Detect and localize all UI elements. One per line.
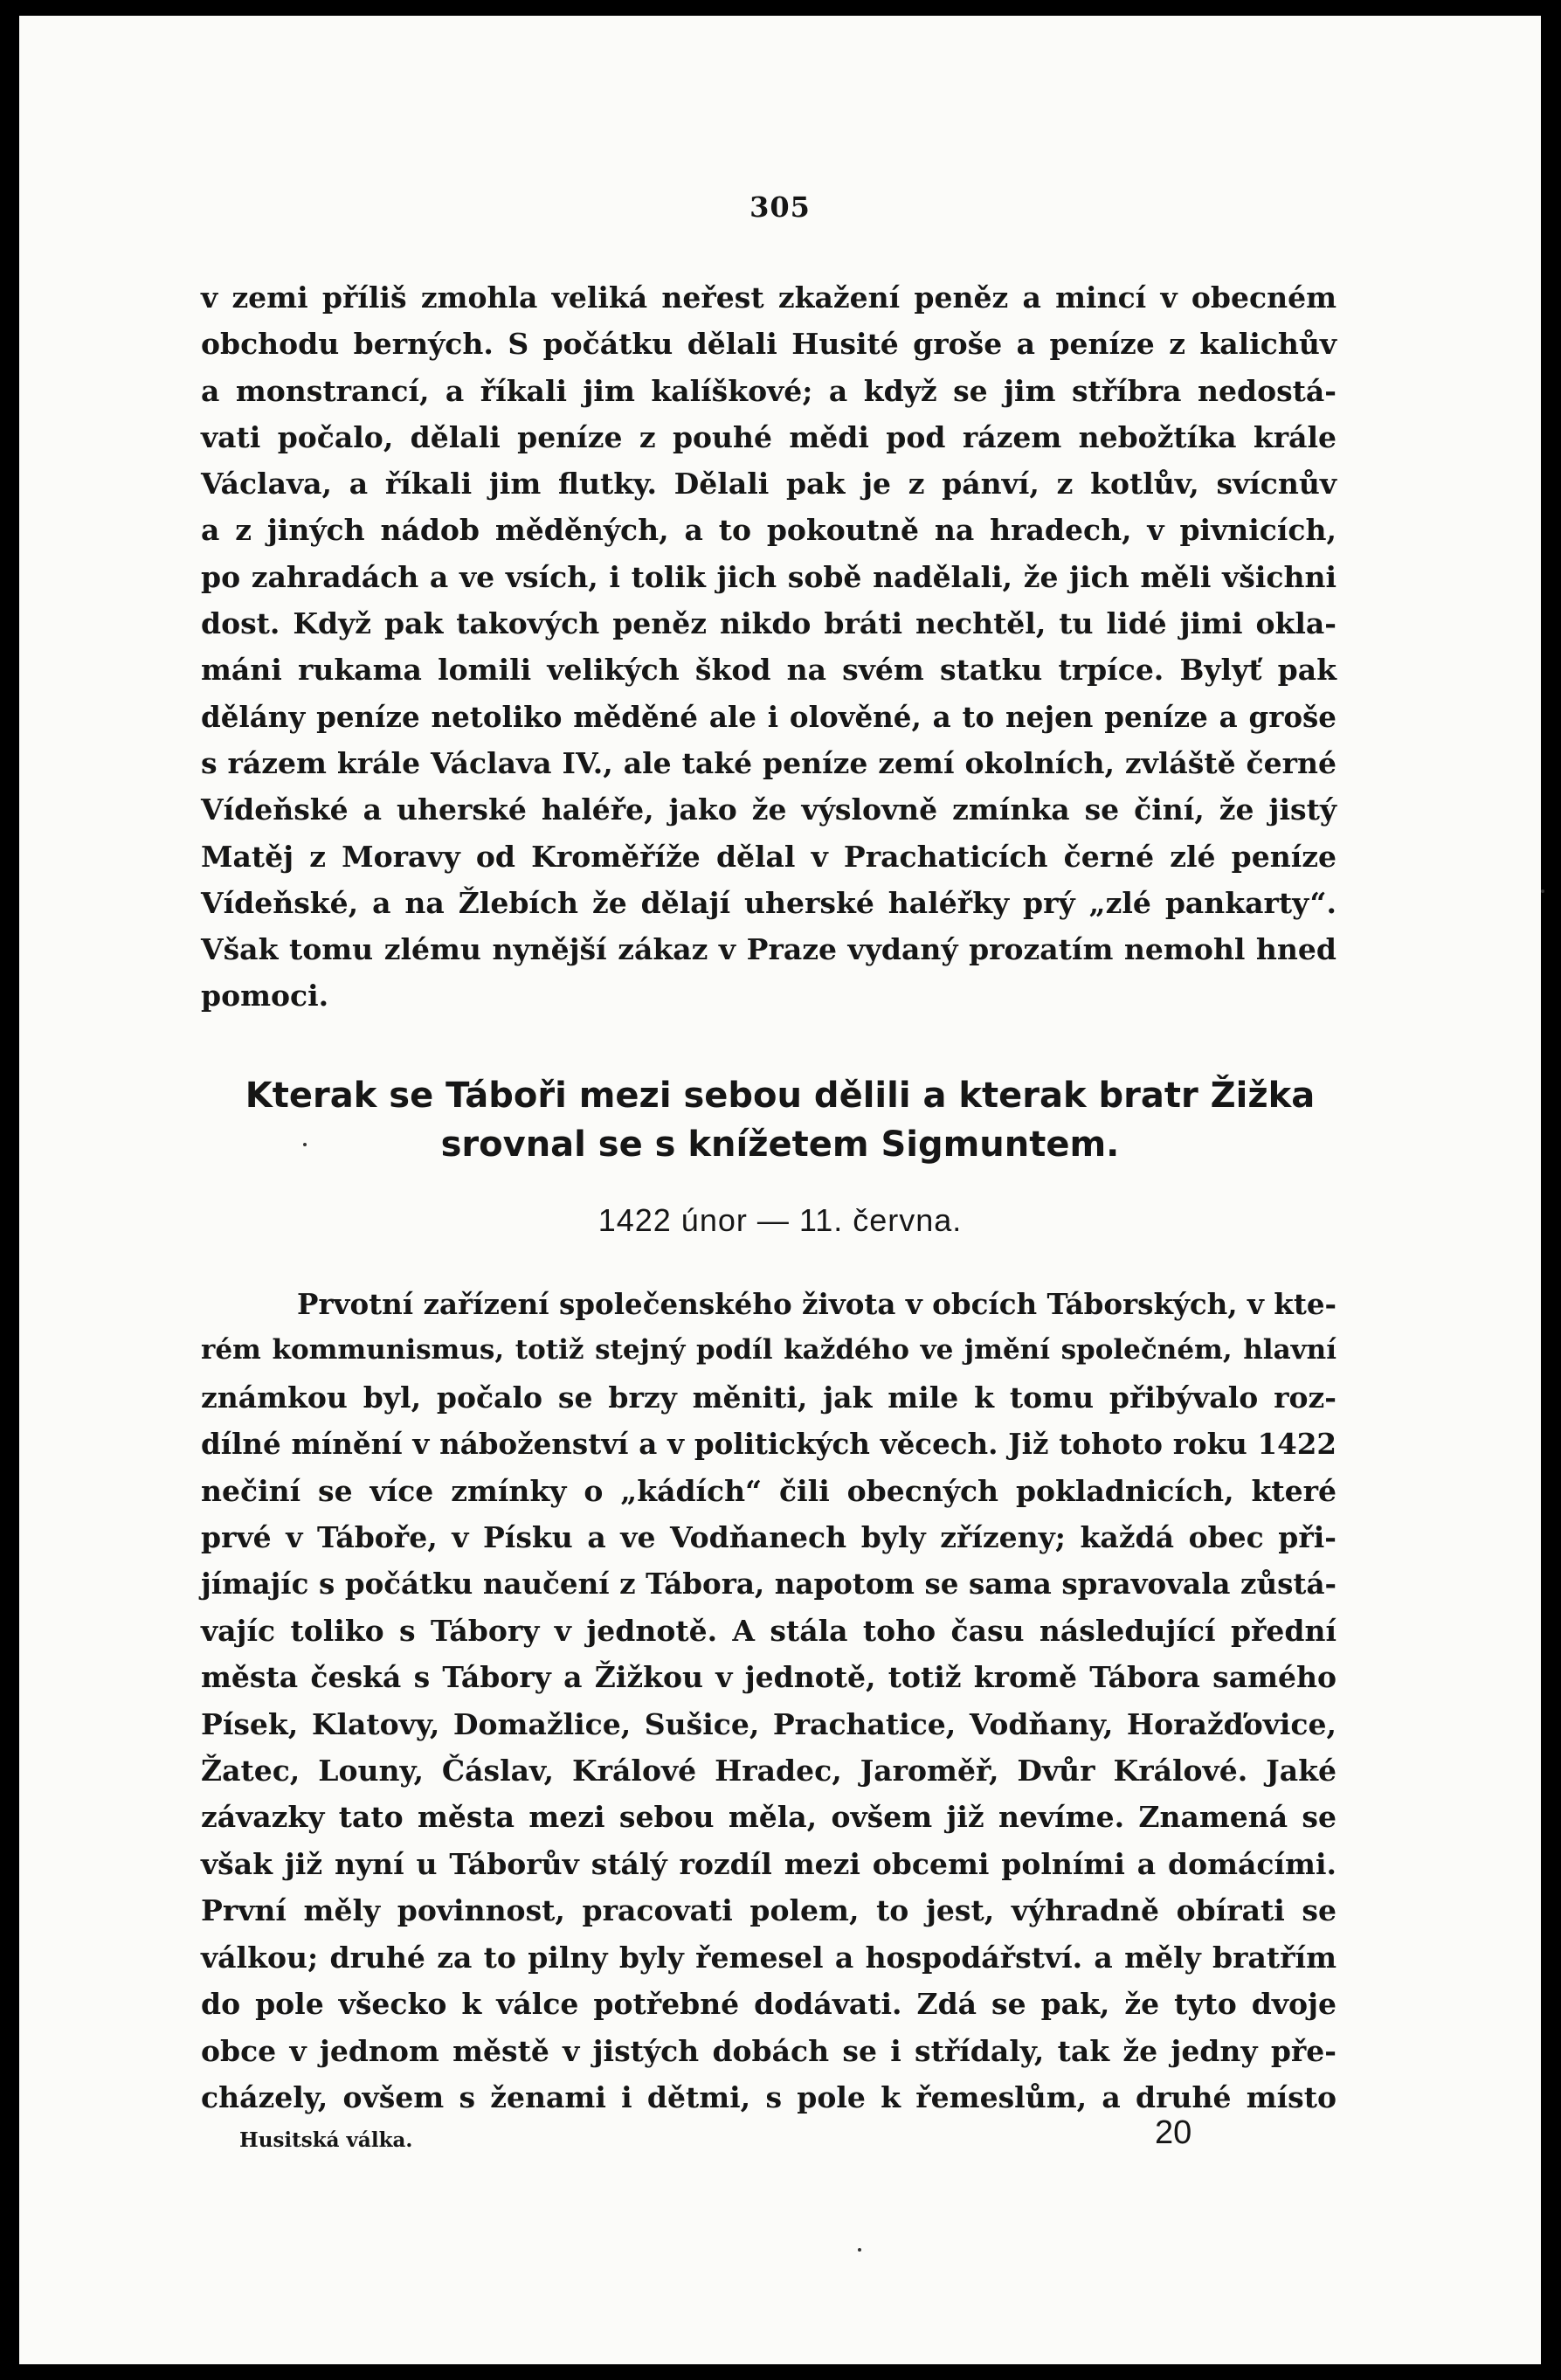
text-line: Václava, a říkali jim flutky. Dělali pak je z pánví, z kotlův, svícnův xyxy=(201,467,1337,502)
text-line: a z jiných nádob měděných, a to pokoutně na hradech, v pivnicích, xyxy=(201,513,1337,548)
text-line: rém kommunismus, totiž stejný podíl každého ve jmění společném, hlavní xyxy=(201,1334,1337,1366)
text-line: vajíc toliko s Tábory v jednotě. A stála toho času následující přední xyxy=(201,1613,1337,1648)
text-line: Žatec, Louny, Čáslav, Králové Hradec, Jaroměř, Dvůr Králové. Jaké xyxy=(201,1754,1337,1788)
text-line: Vídeňské, a na Žlebích že dělají uherské haléřky prý „zlé pankarty“. xyxy=(201,885,1337,920)
chapter-heading-line: Kterak se Táboři mezi sebou dělili a kterak bratr Žižka xyxy=(245,1076,1316,1116)
text-line: cházely, ovšem s ženami i dětmi, s pole k řemeslům, a druhé místo xyxy=(201,2079,1337,2114)
text-line: máni rukama lomili velikých škod na svém statku trpíce. Bylyť pak xyxy=(201,653,1337,688)
text-line: Matěj z Moravy od Kroměříže dělal v Prachaticích černé zlé peníze xyxy=(201,839,1337,874)
chapter-date: 1422 únor — 11. června. xyxy=(597,1202,963,1238)
text-line: Prvotní zařízení společenského života v obcích Táborských, v kte- xyxy=(297,1287,1337,1321)
footer-signature-mark: 20 xyxy=(1155,2114,1192,2151)
text-line: závazky tato města mezi sebou měla, ovšem již nevíme. Znamená se xyxy=(201,1800,1337,1835)
text-line: dost. Když pak takových peněz nikdo bráti nechtěl, tu lidé jimi okla- xyxy=(201,606,1337,641)
text-line: a monstrancí, a říkali jim kalíškové; a když se jim stříbra nedostá- xyxy=(201,373,1337,408)
text-line: dělány peníze netoliko měděné ale i olověné, a to nejen peníze a groše xyxy=(201,699,1337,734)
page-number: 305 xyxy=(749,190,811,224)
text-line: obchodu berných. S počátku dělali Husité groše a peníze z kalichův xyxy=(201,327,1337,362)
text-line: válkou; druhé za to pilny byly řemesel a hospodářství. a měly bratřím xyxy=(201,1940,1337,1975)
text-line: vati počalo, dělali peníze z pouhé mědi pod rázem nebožtíka krále xyxy=(201,419,1337,454)
text-line: Vídeňské a uherské haléře, jako že výslovně zmínka se činí, že jistý xyxy=(201,792,1337,827)
text-line: známkou byl, počalo se brzy měniti, jak mile k tomu přibývalo roz- xyxy=(201,1380,1337,1415)
scan-speck xyxy=(303,1143,307,1146)
footer-book-title: Husitská válka. xyxy=(239,2128,413,2152)
text-line: po zahradách a ve vsích, i tolik jich sobě nadělali, že jich měli všichni xyxy=(201,559,1337,594)
text-line: jímajíc s počátku naučení z Tábora, napotom se sama spravovala zůstá- xyxy=(201,1567,1337,1602)
text-line: dílné mínění v náboženství a v politických věcech. Již tohoto roku 1422 xyxy=(201,1427,1337,1462)
text-line: města česká s Tábory a Žižkou v jednotě, totiž kromě Tábora samého xyxy=(201,1660,1337,1695)
paragraph-coins xyxy=(201,274,1337,1020)
text-line: Však tomu zlému nynější zákaz v Praze vydaný prozatím nemohl hned xyxy=(201,932,1337,967)
text-line: prvé v Táboře, v Písku a ve Vodňanech byly zřízeny; každá obec při- xyxy=(201,1520,1337,1555)
paragraph-taborites xyxy=(201,1281,1337,2121)
text-line: obce v jednom městě v jistých dobách se i střídaly, tak že jedny pře- xyxy=(201,2033,1337,2068)
chapter-heading-line: srovnal se s knížetem Sigmuntem. xyxy=(440,1124,1120,1165)
book-page xyxy=(19,16,1541,2364)
text-line: s rázem krále Václava IV., ale také peníze zemí okolních, zvláště černé xyxy=(201,745,1337,780)
scan-speck xyxy=(1541,889,1544,893)
text-line: však již nyní u Táborův stálý rozdíl mezi obcemi polními a domácími. xyxy=(201,1846,1337,1881)
text-line: Písek, Klatovy, Domažlice, Sušice, Prachatice, Vodňany, Horažďovice, xyxy=(201,1706,1337,1741)
text-line: v zemi příliš zmohla veliká neřest zkažení peněz a mincí v obecném xyxy=(201,280,1337,315)
text-line: pomoci. xyxy=(201,979,329,1014)
scan-speck xyxy=(858,2248,861,2252)
text-line: nečiní se více zmínky o „kádích“ čili obecných pokladnicích, které xyxy=(201,1473,1337,1508)
text-line: První měly povinnost, pracovati polem, to jest, výhradně obírati se xyxy=(201,1893,1337,1928)
chapter-heading xyxy=(19,1071,1541,1169)
text-line: do pole všecko k válce potřebné dodávati. Zdá se pak, že tyto dvoje xyxy=(201,1987,1337,2022)
